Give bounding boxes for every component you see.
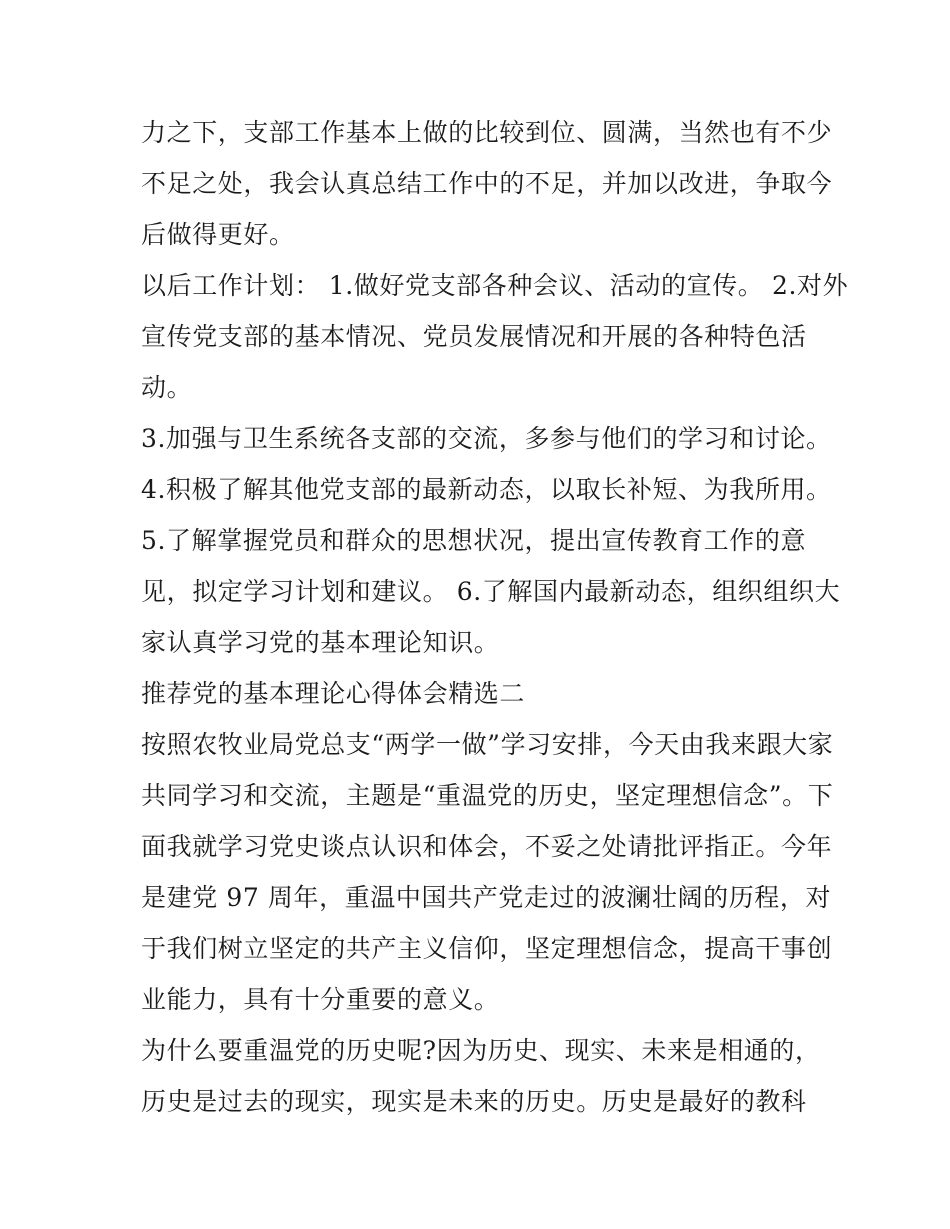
text-line: 共同学习和交流，主题是“重温党的历史，坚定理想信念”。下 <box>141 781 834 810</box>
text-line: 以后工作计划： 1.做好党支部各种会议、活动的宣传。 2.对外 <box>141 271 849 300</box>
text-line: 于我们树立坚定的共产主义信仰，坚定理想信念，提高干事创 <box>141 934 833 963</box>
text-line: 是建党 97 周年，重温中国共产党走过的波澜壮阔的历程，对 <box>141 883 832 912</box>
text-line: 3.加强与卫生系统各支部的交流，多参与他们的学习和讨论。 <box>141 424 832 453</box>
text-line: 动。 <box>141 373 193 402</box>
text-line: 不足之处，我会认真总结工作中的不足，并加以改进，争取今 <box>141 169 833 198</box>
text-line: 面我就学习党史谈点认识和体会，不妥之处请批评指正。今年 <box>141 832 833 861</box>
text-line: 4.积极了解其他党支部的最新动态，以取长补短、为我所用。 <box>141 475 832 504</box>
text-line: 宣传党支部的基本情况、党员发展情况和开展的各种特色活 <box>141 322 807 351</box>
text-line: 后做得更好。 <box>141 220 295 249</box>
text-line: 按照农牧业局党总支“两学一做”学习安排，今天由我来跟大家 <box>141 730 834 759</box>
text-line: 为什么要重温党的历史呢?因为历史、现实、未来是相通的， <box>141 1036 821 1065</box>
document-body <box>141 107 849 1127</box>
text-line: 家认真学习党的基本理论知识。 <box>141 628 500 657</box>
section-heading: 推荐党的基本理论心得体会精选二 <box>141 679 526 708</box>
text-line: 业能力，具有十分重要的意义。 <box>141 985 500 1014</box>
text-line: 历史是过去的现实，现实是未来的历史。历史是最好的教科 <box>141 1087 807 1116</box>
text-line: 见，拟定学习计划和建议。 6.了解国内最新动态，组织组织大 <box>141 577 841 606</box>
text-line: 力之下，支部工作基本上做的比较到位、圆满，当然也有不少 <box>141 118 833 147</box>
text-line: 5.了解掌握党员和群众的思想状况，提出宣传教育工作的意 <box>141 526 807 555</box>
